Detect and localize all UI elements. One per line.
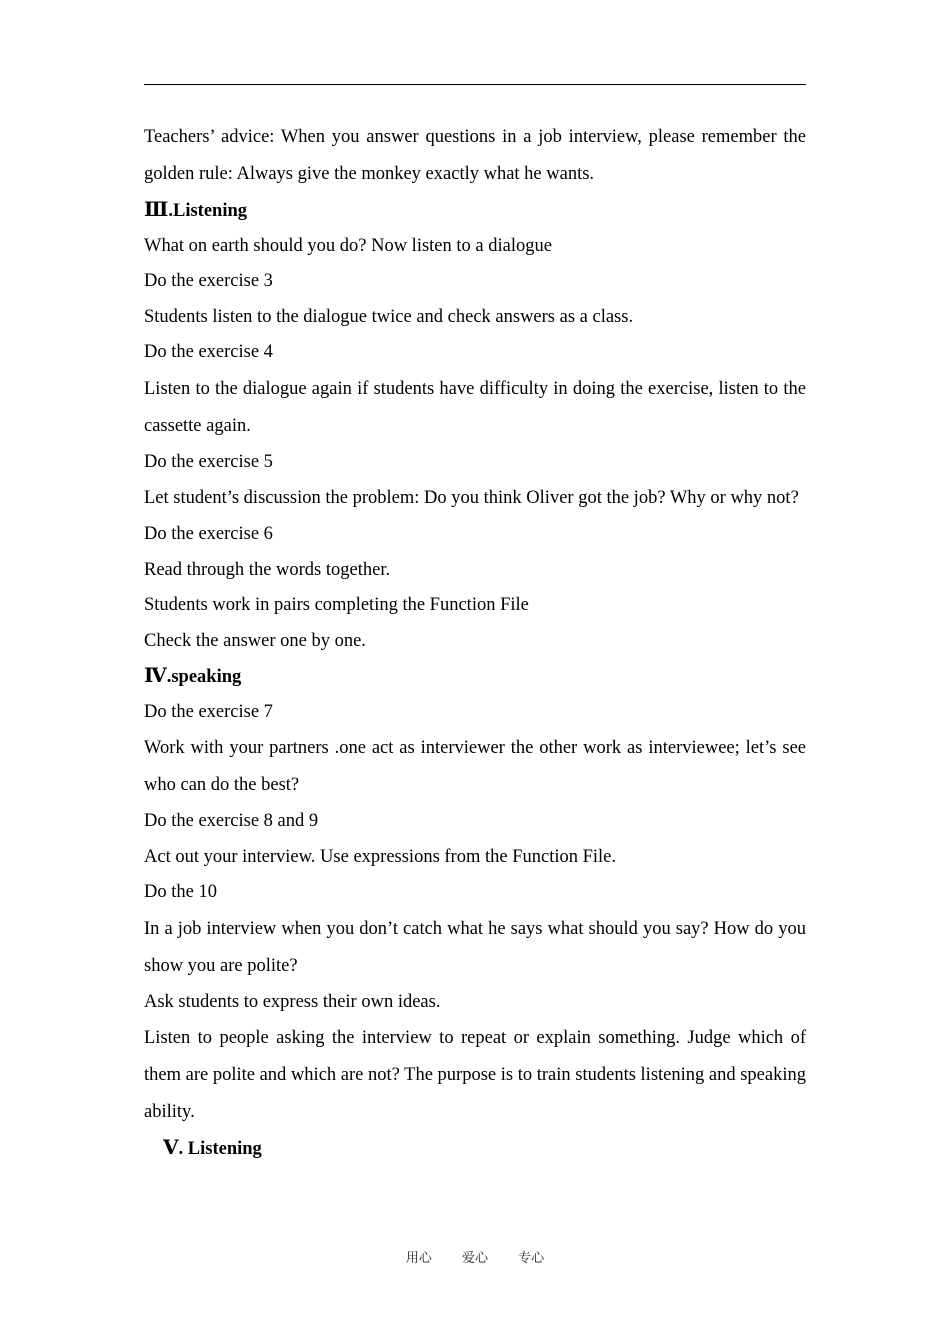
paragraph: In a job interview when you don’t catch what he says what should you say? How do you show you are polite? (144, 918, 806, 976)
text-line: Act out your interview. Use expressions from the Function File. (144, 846, 617, 867)
section-title: . Listening (178, 1139, 262, 1159)
paragraph: Work with your partners .one act as interviewer the other work as interviewee; let’s see who can do the best? (144, 738, 806, 795)
footer-text: 用心 (405, 1251, 432, 1266)
exercise-label: Do the exercise 4 (144, 342, 273, 362)
text-line: Students work in pairs completing the Function File (144, 595, 529, 615)
section-number: Ⅳ (144, 665, 167, 687)
text-line: Check the answer one by one. (144, 630, 366, 651)
section-title: .Listening (168, 201, 248, 221)
exercise-label: Do the exercise 5 (144, 451, 273, 472)
section-number: Ⅲ (144, 199, 169, 221)
text-line: Students listen to the dialogue twice and check answers as a class. (144, 306, 634, 327)
paragraph: Listen to the dialogue again if students have difficulty in doing the exercise, listen to the cassette again. (144, 378, 806, 436)
paragraph-teachers-advice: Teachers’ advice: When you answer questions in a job interview, please remember the golden rule: Always give the monkey exactly what he wants. (144, 127, 806, 184)
exercise-label: Do the exercise 6 (144, 524, 273, 544)
exercise-label: Do the exercise 8 and 9 (144, 811, 319, 831)
document-body (144, 119, 806, 1167)
paragraph: Listen to people asking the interview to repeat or explain something. Judge which of them are polite and which are not? The purpose is to train students listening and speaking ability. (144, 1028, 806, 1122)
section-heading-listening-2 (144, 1131, 806, 1167)
footer-text: 爱心 (461, 1251, 488, 1266)
text-line: What on earth should you do? Now listen to a dialogue (144, 235, 552, 256)
header-rule (144, 84, 806, 85)
section-heading-listening (144, 193, 806, 229)
page-footer (0, 1247, 950, 1266)
paragraph: Let student’s discussion the problem: Do you think Oliver got the job? Why or why not? (144, 488, 799, 508)
exercise-label: Do the 10 (144, 882, 217, 902)
text-line: Read through the words together. (144, 559, 391, 580)
section-title: .speaking (166, 667, 242, 687)
exercise-label: Do the exercise 3 (144, 271, 273, 291)
section-number: Ⅴ (163, 1137, 179, 1159)
text-line: Ask students to express their own ideas. (144, 991, 441, 1012)
section-heading-speaking (144, 659, 806, 695)
footer-text: 专心 (518, 1251, 545, 1266)
exercise-label: Do the exercise 7 (144, 701, 273, 722)
